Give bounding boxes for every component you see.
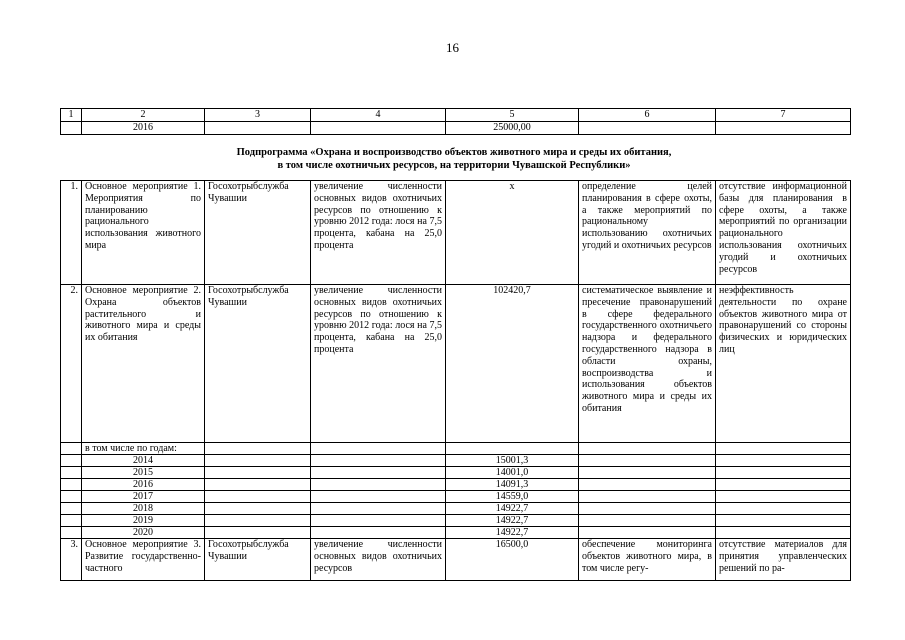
year-cell: 2015 [82,467,205,479]
amount-cell: 15001,3 [446,455,579,467]
table-row [61,467,851,479]
col-num-3: 3 [205,109,311,122]
subprogram-table [60,180,851,581]
year-cell: 2020 [82,527,205,539]
col-num-6: 6 [579,109,716,122]
table-row [61,515,851,527]
subprogram-title-line2: в том числе охотничьих ресурсов, на территории Чувашской Республики» [277,160,631,171]
table-row [61,455,851,467]
page-number: 16 [446,40,459,55]
col-num-2: 2 [82,109,205,122]
table-row [61,285,851,443]
amount-cell: 14559,0 [446,491,579,503]
expected-result: определение целей планирования в сфере охоты, а также мероприятий по рациональному использованию охотничьих угодий и охотничьих ресурсов [579,181,716,285]
measure-name: Основное мероприятие 1. Мероприятия по планированию рационального использования животного мира [82,181,205,285]
col-num-4: 4 [311,109,446,122]
indicator: увеличение численности основных видов охотничьих ресурсов по отношению к уровню 2012 года: лося на 7,5 процента, кабана на 25,0 процента [311,285,446,443]
measure-name: Основное мероприятие 3. Развитие государственно-частного [82,539,205,581]
executor: Госохотрыбслужба Чувашии [205,539,311,581]
row-number: 1. [61,181,82,285]
col-num-5: 5 [446,109,579,122]
year-cell: 2017 [82,491,205,503]
year-cell: 2014 [82,455,205,467]
row-number: 3. [61,539,82,581]
amount: х [446,181,579,285]
indicator: увеличение численности основных видов охотничьих ресурсов [311,539,446,581]
year-cell: 2018 [82,503,205,515]
subprogram-title [60,146,848,172]
row-number: 2. [61,285,82,443]
table-row [61,491,851,503]
by-years-label: в том числе по годам: [82,443,205,455]
indicator: увеличение численности основных видов охотничьих ресурсов по отношению к уровню 2012 года: лося на 7,5 процента, кабана на 25,0 процента [311,181,446,285]
table-row [61,181,851,285]
table-row [61,122,851,135]
year-cell: 2019 [82,515,205,527]
risk: неэффективность деятельности по охране объектов животного мира от правонарушений со стороны физических и юридических лиц [716,285,851,443]
measure-name: Основное мероприятие 2. Охрана объектов растительного и животного мира и среды их обитания [82,285,205,443]
risk: отсутствие материалов для принятия управленческих решений по ра- [716,539,851,581]
amount: 16500,0 [446,539,579,581]
executor: Госохотрыбслужба Чувашии [205,181,311,285]
table-row [61,503,851,515]
table-row [61,539,851,581]
amount-cell: 14922,7 [446,503,579,515]
expected-result: систематическое выявление и пресечение правонарушений в сфере федерального государственного охотничьего надзора и федерального государственного надзора в области охраны, воспроизводства и использования объектов животного мира и среды их обитания [579,285,716,443]
column-number-row [61,109,851,122]
col-num-1: 1 [61,109,82,122]
amount: 102420,7 [446,285,579,443]
amount-cell: 14922,7 [446,515,579,527]
table-row [61,443,851,455]
table-row [61,527,851,539]
year-cell: 2016 [82,479,205,491]
amount-cell: 14922,7 [446,527,579,539]
table-header-continuation [60,108,851,135]
year-cell: 2016 [82,122,205,135]
executor: Госохотрыбслужба Чувашии [205,285,311,443]
expected-result: обеспечение мониторинга объектов животного мира, в том числе регу- [579,539,716,581]
col-num-7: 7 [716,109,851,122]
amount-cell: 25000,00 [446,122,579,135]
risk: отсутствие информационной базы для планирования в сфере охоты, а также мероприятий по организации рационального использования охотничьих угодий и охотничьих ресурсов [716,181,851,285]
table-row [61,479,851,491]
amount-cell: 14091,3 [446,479,579,491]
subprogram-title-line1: Подпрограмма «Охрана и воспроизводство объектов животного мира и среды их обитания, [236,147,672,158]
amount-cell: 14001,0 [446,467,579,479]
